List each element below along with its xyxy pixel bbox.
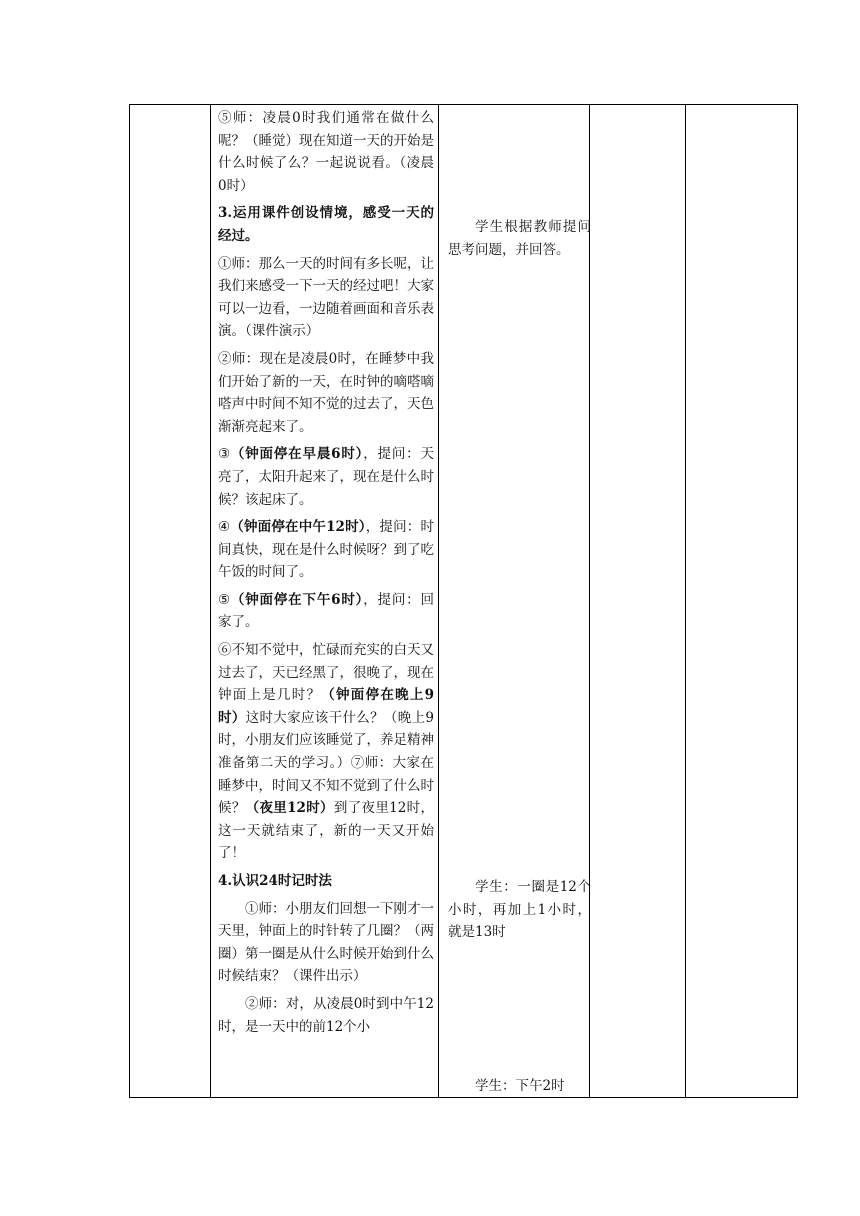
section-heading: 4.认识24时记时法	[218, 873, 332, 889]
teacher-paragraph: ①师：小朋友们回想一下刚才一天里，钟面上的时针转了几圈？（两圈）第一圈是从什么时候开始到什么时候结束？（课件出示）	[218, 900, 434, 985]
column-divider	[685, 105, 686, 1097]
clock-note: （钟面停在下午6时）	[230, 591, 364, 608]
teacher-paragraph	[211, 639, 438, 865]
teacher-paragraph: ②师：现在是凌晨0时，在睡梦中我们开始了新的一天，在时钟的嘀嗒嘀嗒声中时间不知不觉的过去了，天色渐渐亮起来了。	[218, 350, 434, 435]
paragraph-text: 到了夜里12时，这一天就结束了，新的一天又开始了！	[218, 800, 435, 862]
paragraph-text: ，提问：时间真快，现在是什么时候呀？到了吃午饭的时间了。	[218, 519, 434, 581]
lesson-table	[129, 104, 798, 1098]
teacher-activity-column	[211, 107, 438, 1043]
teacher-paragraph	[211, 589, 438, 634]
teacher-paragraph	[211, 516, 438, 584]
teacher-paragraph: ②师：对，从凌晨0时到中午12时，是一天中的前12个小	[218, 995, 434, 1035]
step-marker: ④	[218, 519, 231, 536]
teacher-paragraph	[211, 443, 438, 511]
clock-note: （夜里12时）	[245, 800, 334, 817]
step-marker: ⑤	[218, 591, 231, 608]
teacher-paragraph: ⑤师：凌晨0时我们通常在做什么呢？（睡觉）现在知道一天的开始是什么时候了么？一起说说看。（凌晨0时）	[218, 110, 434, 194]
paragraph-text: ，提问：天亮了，太阳升起来了，现在是什么时候？该起床了。	[218, 446, 434, 508]
student-activity: 学生：一圈是12个小时，再加上1小时，就是13时	[448, 879, 591, 941]
paragraph-text: 这时大家应该干什么？（晚上9时，小朋友们应该睡觉了，养足精神准备第二天的学习。）⑦师：大家在睡梦中，时间又不知不觉到了什么时候？	[218, 709, 434, 817]
clock-note: （钟面停在晚上9时）	[218, 687, 434, 726]
clock-note: （钟面停在中午12时）	[230, 519, 366, 536]
student-activity: 学生：下午2时	[475, 1078, 565, 1094]
paragraph-text: ⑥不知不觉中，忙碌而充实的白天又过去了，天已经黑了，很晚了，现在钟面上是几时？	[218, 642, 434, 704]
student-activity: 学生根据教师提问思考问题，并回答。	[448, 219, 591, 258]
clock-note: （钟面停在早晨6时）	[230, 446, 364, 463]
column-divider	[438, 105, 439, 1097]
step-marker: ③	[218, 446, 231, 463]
paragraph-text: ，提问：回家了。	[218, 591, 434, 631]
teacher-paragraph: ①师：那么一天的时间有多长呢，让我们来感受一下一天的经过吧！大家可以一边看，一边随着画面和音乐表演。（课件演示）	[218, 255, 434, 340]
section-heading: 3.运用课件创设情境，感受一天的经过。	[218, 205, 434, 244]
